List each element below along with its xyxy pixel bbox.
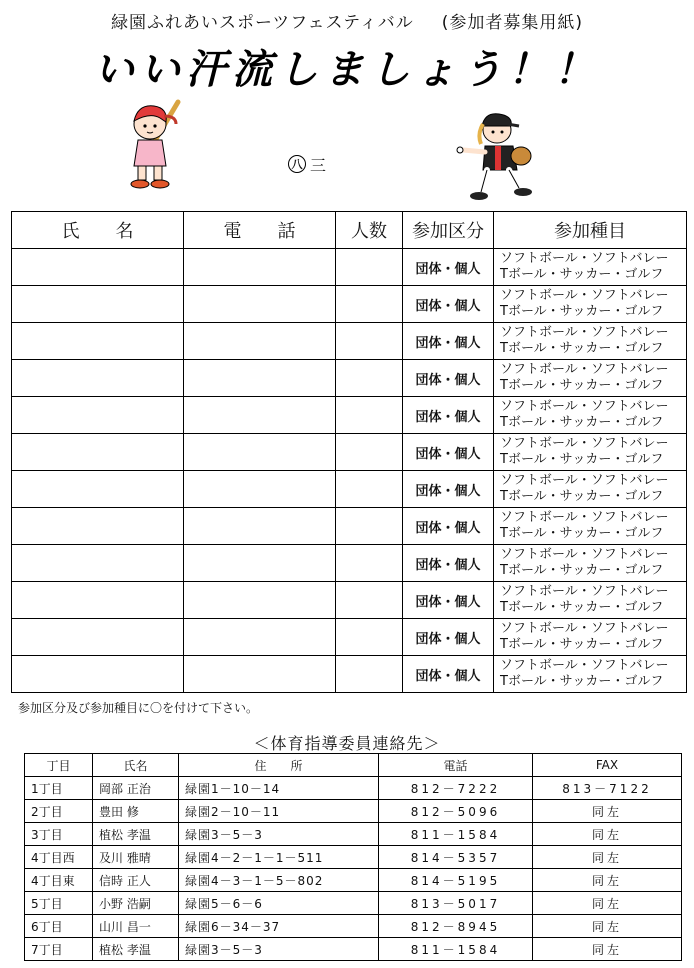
- contact-row: [25, 938, 682, 961]
- phone-cell[interactable]: [184, 397, 336, 434]
- contact-row: [25, 892, 682, 915]
- name-cell[interactable]: [12, 323, 184, 360]
- events-cell[interactable]: [494, 619, 687, 656]
- events-cell[interactable]: [494, 471, 687, 508]
- fax-cell: 813－7122: [533, 777, 682, 800]
- count-cell[interactable]: [336, 397, 403, 434]
- category-cell[interactable]: 団体・個人: [403, 545, 494, 582]
- address-cell: 緑園5－6－6: [179, 892, 379, 915]
- fax-cell: 同左: [533, 892, 682, 915]
- category-cell[interactable]: 団体・個人: [403, 360, 494, 397]
- events-line-2: Tボール・サッカー・ゴルフ: [500, 489, 664, 504]
- person-cell: 植松 孝温: [93, 938, 179, 961]
- contact-table: [24, 753, 682, 961]
- col-fax: FAX: [533, 754, 682, 777]
- tel-cell: 814－5195: [379, 869, 533, 892]
- tel-cell: 811－1584: [379, 938, 533, 961]
- pitcher-girl-illustration: [455, 108, 545, 208]
- tel-cell: 813－5017: [379, 892, 533, 915]
- district-emblem: [288, 152, 338, 176]
- registration-row: [12, 286, 687, 323]
- category-cell[interactable]: 団体・個人: [403, 249, 494, 286]
- contact-header-row: [25, 754, 682, 777]
- phone-cell[interactable]: [184, 508, 336, 545]
- fax-cell: 同左: [533, 915, 682, 938]
- registration-row: [12, 619, 687, 656]
- person-cell: 豊田 修: [93, 800, 179, 823]
- tel-cell: 811－1584: [379, 823, 533, 846]
- events-cell[interactable]: [494, 656, 687, 693]
- name-cell[interactable]: [12, 582, 184, 619]
- person-cell: 岡部 正治: [93, 777, 179, 800]
- phone-cell[interactable]: [184, 582, 336, 619]
- events-line-1: ソフトボール・ソフトバレー: [500, 510, 669, 525]
- contact-row: [25, 869, 682, 892]
- events-line-1: ソフトボール・ソフトバレー: [500, 621, 669, 636]
- events-line-1: ソフトボール・ソフトバレー: [500, 399, 669, 414]
- area-cell: 4丁目東: [25, 869, 93, 892]
- phone-cell[interactable]: [184, 323, 336, 360]
- emblem-suffix: 三: [310, 155, 327, 175]
- fax-cell: 同左: [533, 823, 682, 846]
- count-cell[interactable]: [336, 434, 403, 471]
- address-cell: 緑園2－10－11: [179, 800, 379, 823]
- events-cell[interactable]: [494, 434, 687, 471]
- address-cell: 緑園1－10－14: [179, 777, 379, 800]
- phone-cell[interactable]: [184, 656, 336, 693]
- col-area: 丁目: [25, 754, 93, 777]
- name-cell[interactable]: [12, 471, 184, 508]
- events-line-1: ソフトボール・ソフトバレー: [500, 362, 669, 377]
- address-cell: 緑園6－34－37: [179, 915, 379, 938]
- registration-table: [11, 211, 687, 693]
- tel-cell: 812－8945: [379, 915, 533, 938]
- events-line-1: ソフトボール・ソフトバレー: [500, 584, 669, 599]
- col-person: 氏名: [93, 754, 179, 777]
- registration-row: [12, 397, 687, 434]
- category-cell[interactable]: 団体・個人: [403, 286, 494, 323]
- events-line-2: Tボール・サッカー・ゴルフ: [500, 415, 664, 430]
- phone-cell[interactable]: [184, 434, 336, 471]
- phone-cell[interactable]: [184, 286, 336, 323]
- batter-girl-illustration: [120, 94, 200, 194]
- name-cell[interactable]: [12, 545, 184, 582]
- events-line-2: Tボール・サッカー・ゴルフ: [500, 378, 664, 393]
- contact-row: [25, 777, 682, 800]
- address-cell: 緑園3－5－3: [179, 938, 379, 961]
- category-cell[interactable]: 団体・個人: [403, 619, 494, 656]
- fax-cell: 同左: [533, 869, 682, 892]
- events-line-2: Tボール・サッカー・ゴルフ: [500, 267, 664, 282]
- fax-cell: 同左: [533, 846, 682, 869]
- name-cell[interactable]: [12, 286, 184, 323]
- events-cell[interactable]: [494, 545, 687, 582]
- events-line-2: Tボール・サッカー・ゴルフ: [500, 600, 664, 615]
- col-category: 参加区分: [403, 212, 494, 249]
- phone-cell[interactable]: [184, 360, 336, 397]
- slogan-title: いい汗流しましょう！！: [94, 46, 600, 93]
- contact-row: [25, 846, 682, 869]
- form-label: (参加者募集用紙): [441, 13, 584, 33]
- events-line-1: ソフトボール・ソフトバレー: [500, 251, 669, 266]
- events-cell[interactable]: [494, 286, 687, 323]
- address-cell: 緑園4－3－1－5－802: [179, 869, 379, 892]
- col-address: 住 所: [179, 754, 379, 777]
- area-cell: 3丁目: [25, 823, 93, 846]
- events-line-1: ソフトボール・ソフトバレー: [500, 325, 669, 340]
- area-cell: 1丁目: [25, 777, 93, 800]
- count-cell[interactable]: [336, 508, 403, 545]
- col-name: 氏 名: [12, 212, 184, 249]
- fax-cell: 同左: [533, 938, 682, 961]
- address-cell: 緑園4－2－1－1－511: [179, 846, 379, 869]
- registration-row: [12, 508, 687, 545]
- phone-cell[interactable]: [184, 249, 336, 286]
- fax-cell: 同左: [533, 800, 682, 823]
- area-cell: 7丁目: [25, 938, 93, 961]
- count-cell[interactable]: [336, 545, 403, 582]
- contact-row: [25, 800, 682, 823]
- events-line-2: Tボール・サッカー・ゴルフ: [500, 341, 664, 356]
- address-cell: 緑園3－5－3: [179, 823, 379, 846]
- instruction-note: 参加区分及び参加種目に〇を付けて下さい。: [18, 701, 259, 715]
- col-count: 人数: [336, 212, 403, 249]
- contact-row: [25, 915, 682, 938]
- events-cell[interactable]: [494, 249, 687, 286]
- count-cell[interactable]: [336, 471, 403, 508]
- col-events: 参加種目: [494, 212, 687, 249]
- count-cell[interactable]: [336, 582, 403, 619]
- events-line-2: Tボール・サッカー・ゴルフ: [500, 304, 664, 319]
- name-cell[interactable]: [12, 434, 184, 471]
- events-line-1: ソフトボール・ソフトバレー: [500, 436, 669, 451]
- col-tel: 電話: [379, 754, 533, 777]
- registration-row: [12, 249, 687, 286]
- registration-row: [12, 656, 687, 693]
- name-cell[interactable]: [12, 656, 184, 693]
- contact-section-title: ＜体育指導委員連絡先＞: [253, 734, 441, 753]
- area-cell: 2丁目: [25, 800, 93, 823]
- events-line-1: ソフトボール・ソフトバレー: [500, 288, 669, 303]
- area-cell: 4丁目西: [25, 846, 93, 869]
- events-cell[interactable]: [494, 508, 687, 545]
- tel-cell: 812－5096: [379, 800, 533, 823]
- phone-cell[interactable]: [184, 619, 336, 656]
- form-header: [0, 8, 694, 33]
- tel-cell: 814－5357: [379, 846, 533, 869]
- person-cell: 植松 孝温: [93, 823, 179, 846]
- registration-row: [12, 545, 687, 582]
- category-cell[interactable]: 団体・個人: [403, 471, 494, 508]
- person-cell: 及川 雅晴: [93, 846, 179, 869]
- events-line-1: ソフトボール・ソフトバレー: [500, 547, 669, 562]
- events-line-1: ソフトボール・ソフトバレー: [500, 473, 669, 488]
- person-cell: 山川 昌一: [93, 915, 179, 938]
- area-cell: 5丁目: [25, 892, 93, 915]
- phone-cell[interactable]: [184, 471, 336, 508]
- name-cell[interactable]: [12, 249, 184, 286]
- count-cell[interactable]: [336, 249, 403, 286]
- category-cell[interactable]: 団体・個人: [403, 397, 494, 434]
- name-cell[interactable]: [12, 619, 184, 656]
- count-cell[interactable]: [336, 656, 403, 693]
- registration-row: [12, 582, 687, 619]
- col-phone: 電 話: [184, 212, 336, 249]
- phone-cell[interactable]: [184, 545, 336, 582]
- registration-row: [12, 323, 687, 360]
- category-cell[interactable]: 団体・個人: [403, 434, 494, 471]
- emblem-circle: 八: [288, 155, 306, 173]
- name-cell[interactable]: [12, 397, 184, 434]
- registration-row: [12, 471, 687, 508]
- name-cell[interactable]: [12, 508, 184, 545]
- count-cell[interactable]: [336, 619, 403, 656]
- events-cell[interactable]: [494, 397, 687, 434]
- registration-row: [12, 434, 687, 471]
- tel-cell: 812－7222: [379, 777, 533, 800]
- category-cell[interactable]: 団体・個人: [403, 582, 494, 619]
- events-line-2: Tボール・サッカー・ゴルフ: [500, 563, 664, 578]
- area-cell: 6丁目: [25, 915, 93, 938]
- registration-header-row: [12, 212, 687, 249]
- events-line-2: Tボール・サッカー・ゴルフ: [500, 637, 664, 652]
- events-line-2: Tボール・サッカー・ゴルフ: [500, 452, 664, 467]
- category-cell[interactable]: 団体・個人: [403, 508, 494, 545]
- person-cell: 小野 浩嗣: [93, 892, 179, 915]
- person-cell: 信時 正人: [93, 869, 179, 892]
- category-cell[interactable]: 団体・個人: [403, 323, 494, 360]
- events-line-1: ソフトボール・ソフトバレー: [500, 658, 669, 673]
- count-cell[interactable]: [336, 360, 403, 397]
- count-cell[interactable]: [336, 323, 403, 360]
- event-name: 緑園ふれあいスポーツフェスティバル: [110, 13, 414, 33]
- count-cell[interactable]: [336, 286, 403, 323]
- contact-row: [25, 823, 682, 846]
- registration-row: [12, 360, 687, 397]
- name-cell[interactable]: [12, 360, 184, 397]
- events-cell[interactable]: [494, 360, 687, 397]
- events-line-2: Tボール・サッカー・ゴルフ: [500, 526, 664, 541]
- events-cell[interactable]: [494, 582, 687, 619]
- events-line-2: Tボール・サッカー・ゴルフ: [500, 674, 664, 689]
- category-cell[interactable]: 団体・個人: [403, 656, 494, 693]
- events-cell[interactable]: [494, 323, 687, 360]
